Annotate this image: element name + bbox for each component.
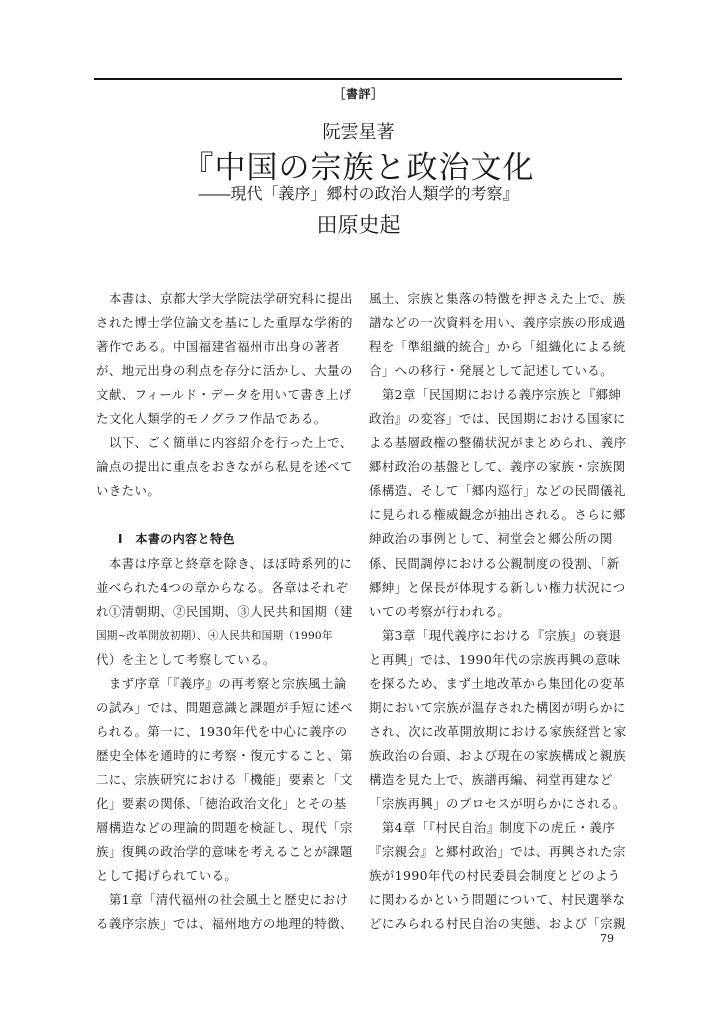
text-line: 程を「準組織的統合」から「組織化による統 <box>369 339 626 355</box>
text-line: が、地元出身の利点を存分に活かし、大量の <box>96 363 353 379</box>
text-line: 層構造などの理論的問題を検証し、現代「宗 <box>96 820 353 836</box>
page-number: 79 <box>600 932 614 945</box>
text-line: された博士学位論文を基にした重厚な学術的 <box>96 315 353 331</box>
text-line: の試み」では、問題意識と課題が手短に述べ <box>96 699 353 715</box>
text-column-left <box>96 287 353 936</box>
text-line: いての考察が行われる。 <box>369 603 511 619</box>
book-subtitle: ――現代「義序」郷村の政治人類学的考察』 <box>198 184 519 203</box>
text-line: 譜などの一次資料を用い、義序宗族の形成過 <box>369 315 626 331</box>
text-line: 歴史全体を通時的に考察・復元すること、第 <box>96 747 353 763</box>
text-line: に見られる権威観念が抽出される。さらに郷 <box>369 507 626 523</box>
text-line: 国期~改革開放初期）、④人民共和国期（1990年 <box>96 629 333 642</box>
text-line: 族政治の台頭、および現在の家族構成と親族 <box>369 747 626 763</box>
text-line: 係、民間調停における公親制度の役割、「新 <box>369 555 620 571</box>
text-line: に関わるかという問題について、村民選挙な <box>369 892 626 908</box>
text-line: 並べられた4つの章からなる。各章はそれぞ <box>96 579 349 595</box>
text-line: 第2章「民国期における義序宗族と『郷紳 <box>369 387 622 403</box>
text-line: を探るため、まず土地改革から集団化の変革 <box>369 675 626 691</box>
text-line: た文化人類学的モノグラフ作品である。 <box>96 411 327 427</box>
text-line: 郷紳」と保長が体現する新しい権力状況につ <box>369 579 626 595</box>
header-rule <box>94 78 622 80</box>
text-line: 第3章「現代義序における『宗族』の衰退 <box>369 627 622 643</box>
text-column-right <box>369 287 625 936</box>
text-line: 係構造、そして「郷内巡行」などの民間儀礼 <box>369 483 626 499</box>
text-line: として掲げられている。 <box>96 868 238 884</box>
text-line: 本書は序章と終章を除き、ほぼ時系列的に <box>96 555 353 571</box>
text-line: 『宗親会』と郷村政治」では、再興された宗 <box>369 844 626 860</box>
reviewer-name: 田原史起 <box>316 213 401 237</box>
text-line: 以下、ごく簡単に内容紹介を行った上で、 <box>96 435 353 451</box>
text-line: どにみられる村民自治の実態、および「宗親 <box>369 916 626 932</box>
text-line: 代）を主として考察している。 <box>96 651 276 667</box>
text-line: れ①清朝期、②民国期、③人民共和国期（建 <box>96 603 353 619</box>
text-line: 族が1990年代の村民委員会制度とどのよう <box>369 868 621 884</box>
text-line: 政治』の変容」では、民国期における国家に <box>369 411 626 427</box>
text-line <box>96 503 348 527</box>
text-line: 著作である。中国福建省福州市出身の著者 <box>96 339 340 355</box>
text-line: 化」要素の関係、「徳治政治文化」とその基 <box>96 795 347 811</box>
text-line: 期において宗族が温存された構図が明らかに <box>369 699 626 715</box>
text-line: 論点の提出に重点をおきながら私見を述べて <box>96 459 353 475</box>
text-line: され、次に改革開放期における家族経営と家 <box>369 723 627 739</box>
text-line: よる基層政権の整備状況がまとめられ、義序 <box>369 435 627 451</box>
text-line: 第1章「清代福州の社会風土と歴史におけ <box>96 892 349 908</box>
text-line: 「宗族再興」のプロセスが明らかにされる。 <box>369 795 626 811</box>
text-line: 郷村政治の基盤として、義序の家族・宗族関 <box>369 459 626 475</box>
text-line: 構造を見た上で、族譜再編、祠堂再建など <box>369 771 613 787</box>
section-heading: Ⅰ 本書の内容と特色 <box>118 532 235 547</box>
text-line: 本書は、京都大学大学院法学研究科に提出 <box>96 291 353 306</box>
book-author: 阮雲星著 <box>322 122 395 143</box>
text-line: 紳政治の事例として、祠堂会と郷公所の関 <box>369 531 613 547</box>
section-label: ［書評］ <box>333 87 384 101</box>
text-line: 二に、宗族研究における「機能」要素と「文 <box>96 771 353 787</box>
book-title: 『中国の宗族と政治文化 <box>182 150 535 186</box>
text-line: る義序宗族」では、福州地方の地理的特徴、 <box>96 916 353 932</box>
text-line: いきたい。 <box>96 483 161 499</box>
text-line: 文献、フィールド・データを用いて書き上げ <box>96 387 352 403</box>
text-line: まず序章「『義序』の再考察と宗族風土論 <box>96 675 347 691</box>
text-line: 第4章「『村民自治』制度下の虎丘・義序 <box>369 820 616 836</box>
text-line: られる。第一に、1930年代を中心に義序の <box>96 723 348 739</box>
text-line: 合」への移行・発展として記述している。 <box>369 363 613 379</box>
text-line: 風土、宗族と集落の特徴を押さえた上で、族 <box>369 291 626 306</box>
text-line: と再興」では、1990年代の宗族再興の意味 <box>369 651 621 667</box>
text-line: 族」復興の政治学的意味を考えることが課題 <box>96 844 353 860</box>
